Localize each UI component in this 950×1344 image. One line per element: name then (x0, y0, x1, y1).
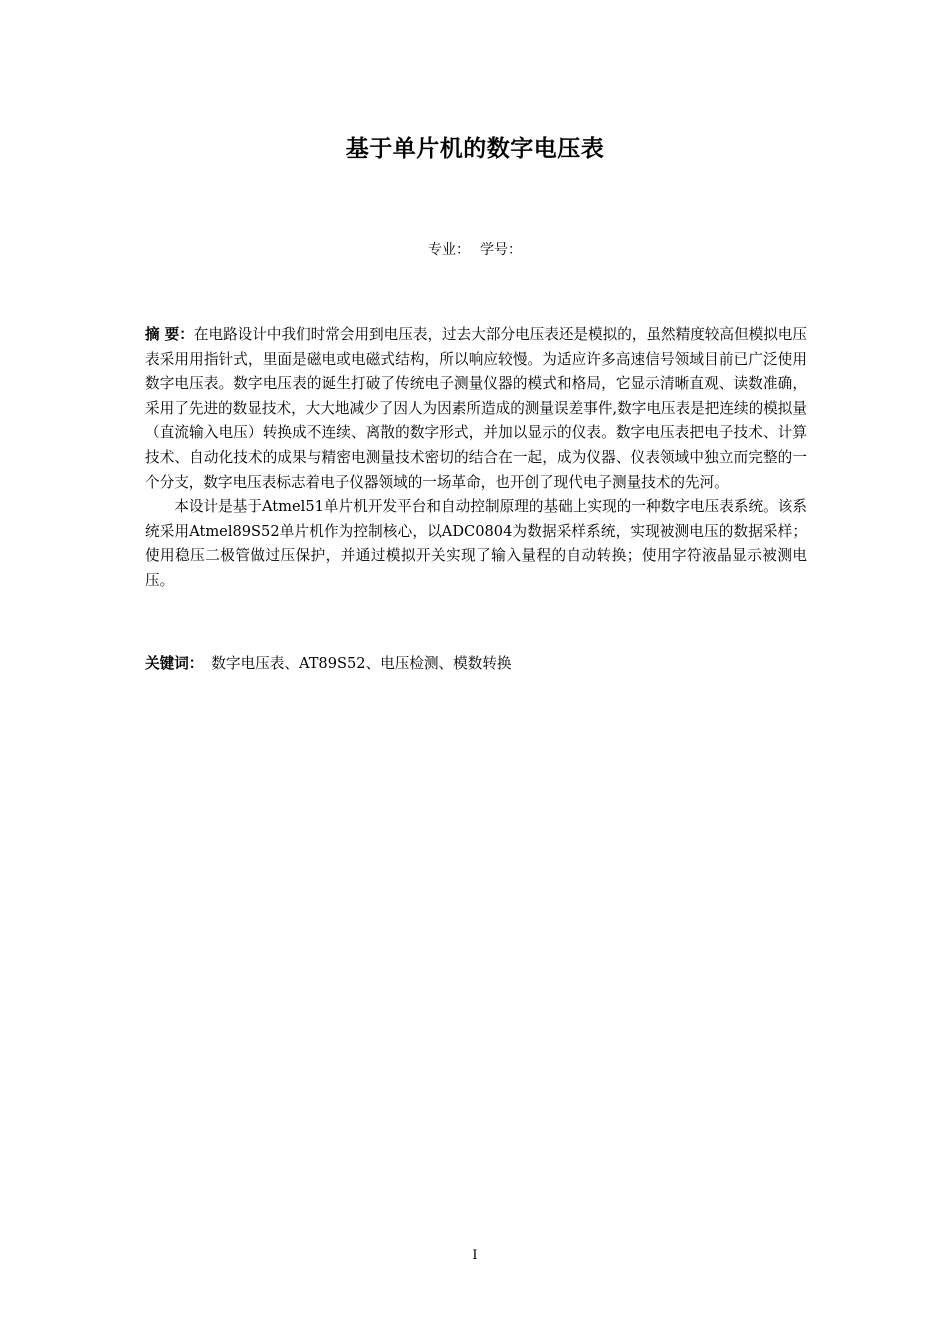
keywords-label: 关键词： (145, 655, 204, 672)
keywords-text: 数字电压表、AT89S52、电压检测、模数转换 (211, 655, 512, 672)
author-meta (0, 240, 950, 260)
abstract-paragraph-1-text: 在电路设计中我们时常会用到电压表，过去大部分电压表还是模拟的，虽然精度较高但模拟电压表采用用指针式，里面是磁电或电磁式结构，所以响应较慢。为适应许多高速信号领域目前已广泛使用数字电压表。数字电压表的诞生打破了传统电子测量仪器的模式和格局，它显示清晰直观、读数准确，采用了先进的数显技术，大大地减少了因人为因素所造成的测量误差事件,数字电压表是把连续的模拟量（直流输入电压）转换成不连续、离散的数字形式，并加以显示的仪表。数字电压表把电子技术、计算技术、自动化技术的成果与精密电测量技术密切的结合在一起，成为仪器、仪表领域中独立而完整的一个分支，数字电压表标志着电子仪器领域的一场革命，也开创了现代电子测量技术的先河。 (145, 326, 807, 491)
keywords-section (145, 652, 807, 676)
abstract-label: 摘 要： (145, 326, 194, 343)
major-label: 专业： (428, 242, 470, 258)
document-title: 基于单片机的数字电压表 (345, 135, 605, 162)
abstract-paragraph-1 (145, 323, 807, 495)
abstract-section (145, 323, 807, 594)
page-number: I (472, 1248, 478, 1263)
abstract-paragraph-2: 本设计是基于Atmel51单片机开发平台和自动控制原理的基础上实现的一种数字电压表系统。该系统采用Atmel89S52单片机作为控制核心，以ADC0804为数据采样系统，实现被测电压的数据采样；使用稳压二极管做过压保护，并通过模拟开关实现了输入量程的自动转换；使用字符液晶显示被测电压。 (145, 498, 807, 589)
student-id-label: 学号： (480, 242, 522, 258)
